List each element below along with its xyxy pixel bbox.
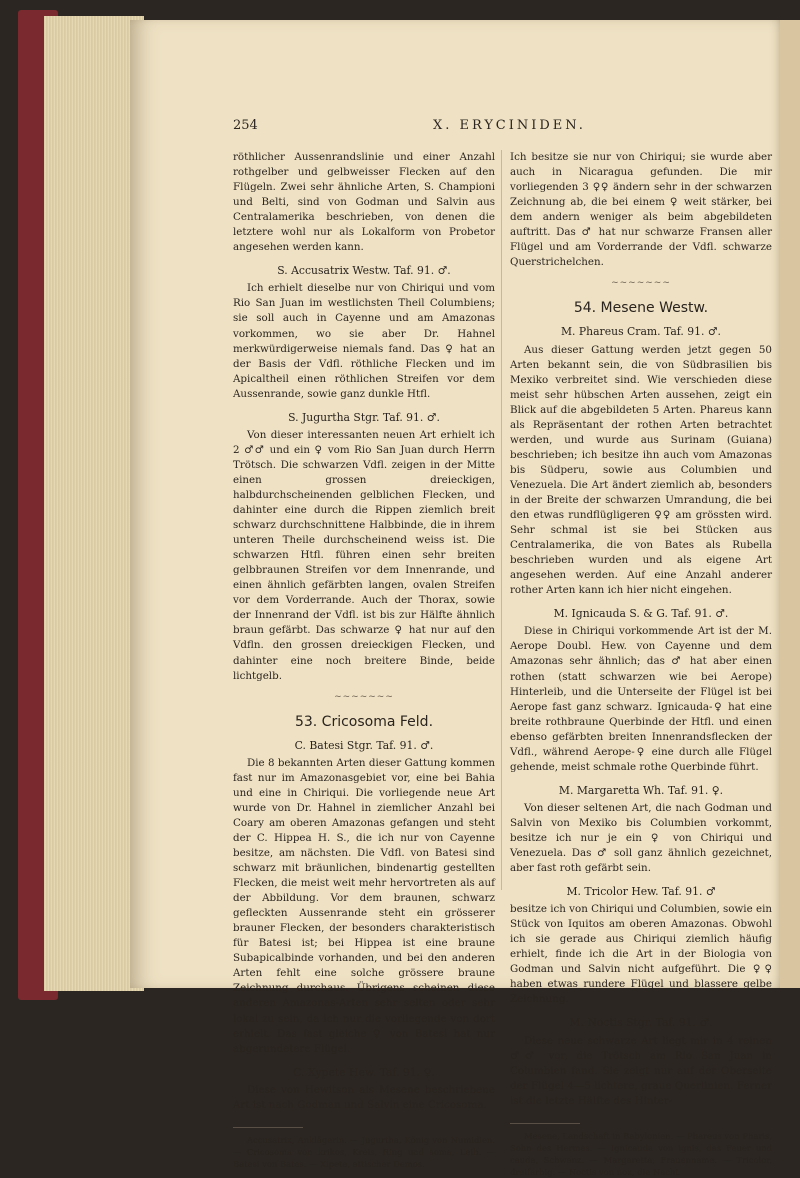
left-column <box>233 150 495 1170</box>
paragraph: Diese in Chiriqui vorkommende Art ist der M. Aerope Doubl. Hew. von Cayenne und dem Amazonas sehr ähnlich; das ♂ hat aber einen rothen (statt schwarzen wie bei Aerope) Hinterleib, und die Unterseite der Flügel ist bei Aerope fast ganz schwarz. Ignicauda-♀ hat eine breite rothbraune Querbinde der Htfl. und einen ebenso gefärbten breiten Innenrandsflecken der Vdfl., während Aerope-♀ eine durch alle Flügel gehende, meist schmale rothe Querbinde führt. <box>510 625 772 773</box>
species-heading: C. Batesi Stgr. Taf. 91. ♂. <box>294 738 434 752</box>
page-stack-edge <box>44 16 144 991</box>
genus-heading: 53. Cricosoma Feld. <box>294 713 434 730</box>
paragraph: besitze ich von Chiriqui und Columbien, sowie ein Stück von Iquitos am oberen Amazonas. Obwohl ich sie gerade aus Chiriqui ziemlich häufig erhielt, finde ich die Art in der Biologia von Godman und Salvin nicht aufgeführt. Die ♀♀ haben etwas rundere Flügel und blassere gelbe Zeichnung. <box>510 903 772 1006</box>
paragraph: Von dieser seltenen Art, die nach Godman und Salvin von Mexiko bis Columbien vorkommt, besitze ich nur je ein ♀ von Chiriqui und Venezuela. Das ♂ soll ganz ähnlich gezeichnet, aber fast roth gefärbt sein. <box>510 801 772 875</box>
paragraph: Ich erhielt dieselbe nur von Chiriqui und vom Rio San Juan im westlichsten Theil Columbiens; sie soll auch in Cayenne und am Amazonas vorkommen, wo sie aber Dr. Hahnel merkwürdigerweise niemals fand. Das ♀ hat an der Basis der Vdfl. röthliche Flecken und im Apicaltheil einen röthlichen Streifen vor dem Aussenrande, sowie ganz dunkle Htfl. <box>233 282 495 400</box>
footnote-rule <box>233 1127 303 1128</box>
species-heading: S. Accusatrix Westw. Taf. 91. ♂. <box>277 264 451 278</box>
paragraph: Die 8 bekannten Arten dieser Gattung kommen fast nur im Amazonasgebiet vor, eine bei Bahia und eine in Chiriqui. Die vorliegende neue Art wurde von Dr. Hahnel in ziemlicher Anzahl bei Coary am oberen Amazonas gefangen und steht der C. Hippea H. S., die ich nur von Cayenne besitze, am nächsten. Die Vdfl. von Batesi sind schwarz mit bräunlichen, bindenartig gestellten Flecken, die meist weit mehr hervortreten als auf der Abbildung. Vor dem braunen, schwarz gefleckten Aussenrande steht ein grösserer brauner Flecken, der besonders charakteristisch für Batesi ist; bei Hippea ist eine braune Subapicalbinde vorhanden, und bei den anderen Arten fehlt eine solche grössere braune Zeichnung durchaus. Übrigens scheinen diese anderen Amazonas-Arten sehr selten oder sehr lokal zu sein, da ich nur die vorliegende von dort erhielt. Das fast gleiche ♀ von Batesi hat nur abgerundetere Flügel. <box>233 756 495 1055</box>
section-ornament: ~~~~~~~ <box>334 691 394 702</box>
footnote: Mesene, Landschaft in Babylonien. — Phareus von Pharis, Sohn des Hermes. — Ignicauda von ignis, das Feuer und cauda, Schwanz. — Margaretta, Frauenname. — Tricolor, dreifarbig. — Noctis von nox, die Nacht. <box>510 1130 772 1177</box>
column-divider <box>501 150 502 890</box>
section-ornament: ~~~~~~~ <box>611 278 671 289</box>
right-column <box>510 150 772 1178</box>
species-heading: C. Xypete Hew. Taf. 91. ♀. <box>293 1065 435 1079</box>
species-heading: M. Margaretta Wh. Taf. 91. ♀. <box>558 783 724 797</box>
running-title: X. ERYCINIDEN. <box>433 118 586 133</box>
facing-page-edge <box>780 20 800 988</box>
paragraph: Diese neue schwarze Art liegt mir in 4 reinen ♂♂ vor, die Trötsch am Rio San Juan in Columbien fand. Sie zeigt nur auf der Oberseite der Flügel 4—5 lichtere, graue Querlinien. Ferner ist die letzte Hälfte des Hinter- <box>510 1034 772 1107</box>
paragraph: Von dieser interessanten neuen Art erhielt ich 2 ♂♂ und ein ♀ vom Rio San Juan durch Herrn Trötsch. Die schwarzen Vdfl. zeigen in der Mitte einen grossen dreieckigen, halbdurchscheinenden gelblichen Flecken, und dahinter eine durch die Rippen ziemlich breit schwarz durchschnittene Halbbinde, die in ihrem unteren Theile durchscheinend weiss ist. Die schwarzen Htfl. führen einen sehr breiten gelbbraunen Streifen vor dem Innenrande, und einen ähnlich gefärbten langen, ovalen Streifen vor dem Vorderrande. Auch der Thorax, sowie der Innenrand der Vdfl. ist bis zur Hälfte ähnlich braun gefärbt. Das schwarze ♀ hat nur auf den Vdfln. den grossen dreieckigen Flecken, und dahinter eine noch breitere Binde, beide lichtgelb. <box>233 428 495 682</box>
paragraph: Diese von Hewitson als Mesene beschriebene Art ist nach Godman und Salvin eine Cricosoma. <box>233 1083 495 1111</box>
species-heading: M. Tricolor Hew. Taf. 91. ♂ <box>566 885 716 899</box>
species-heading: M. Noctis Stgr. Taf. 91. ♂. <box>569 1016 713 1030</box>
species-heading: S. Jugurtha Stgr. Taf. 91. ♂. <box>288 410 440 424</box>
page-number: 254 <box>233 118 258 133</box>
species-heading: M. Phareus Cram. Taf. 91. ♂. <box>560 325 721 339</box>
genus-heading: 54. Mesene Westw. <box>573 300 709 317</box>
species-heading: M. Ignicauda S. & G. Taf. 91. ♂. <box>553 607 729 621</box>
paragraph: Ich besitze sie nur von Chiriqui; sie wurde aber auch in Nicaragua gefunden. Die mir vorliegenden 3 ♀♀ ändern sehr in der schwarzen Zeichnung ab, die bei einem ♀ weit stärker, bei dem andern weniger als beim abgebildeten auftritt. Das ♂ hat nur schwarze Fransen aller Flügel und am Vorderrande der Vdfl. schwarze Querstrichelchen. <box>510 151 772 269</box>
footnote: Accusatrix, Anklägerin. — Jugurtha, König von Numidien. — Cricosoma von krikos, Kreis, Ring und soma, Leib. — Batesi von Bates. — Xipete, attischer Demos. <box>233 1134 495 1169</box>
page-header <box>233 118 761 140</box>
footnote-rule <box>510 1123 580 1124</box>
paragraph: Aus dieser Gattung werden jetzt gegen 50 Arten bekannt sein, die von Südbrasilien bis Mexiko verbreitet sind. Wie verschieden diese meist sehr hübschen Arten aussehen, zeigt ein Blick auf die abgebildeten 5 Arten. Phareus kann als Repräsentant der rothen Arten betrachtet werden, und wurde aus Surinam (Guiana) beschrieben; ich besitze ihn auch vom Amazonas bis Südperu, sowie aus Columbien und Venezuela. Die Art ändert ziemlich ab, besonders in der Breite der schwarzen Umrandung, die bei den etwas rundflügligeren ♀♀ am grössten wird. Sehr schmal ist sie bei Stücken aus Centralamerika, die von Bates als Rubella beschrieben wurden und als eigene Art angesehen werden. Auf eine Anzahl anderer rother Arten kann ich hier nicht eingehen. <box>510 343 772 597</box>
paragraph: röthlicher Aussenrandslinie und einer Anzahl rothgelber und gelbweisser Flecken auf den Flügeln. Zwei sehr ähnliche Arten, S. Championi und Belti, sind von Godman und Salvin aus Centralamerika beschrieben, von denen die letztere wohl nur als Lokalform von Probetor angesehen werden kann. <box>233 151 495 254</box>
